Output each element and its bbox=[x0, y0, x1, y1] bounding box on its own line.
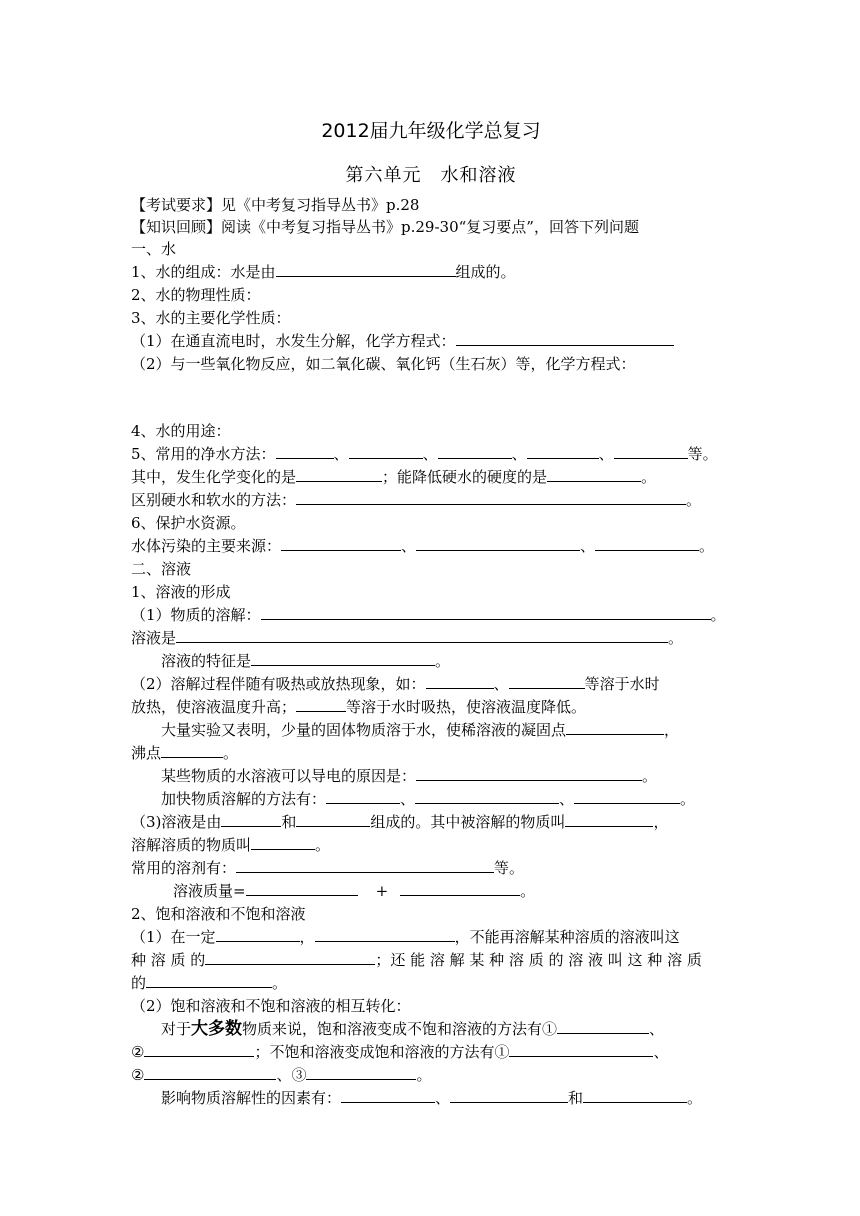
unit-title: 第六单元 水和溶液 bbox=[345, 165, 517, 186]
answer-blank[interactable] bbox=[306, 1065, 416, 1080]
answer-blank[interactable] bbox=[276, 262, 456, 277]
question-solution-mass: 溶液质量= + 。 bbox=[173, 882, 536, 900]
question-oxide-reaction: （2）与一些氧化物反应，如二氧化碳、氧化钙（生石灰）等，化学方程式： bbox=[131, 355, 636, 373]
answer-blank[interactable] bbox=[349, 444, 423, 459]
page-title: 2012届九年级化学总复习 bbox=[321, 120, 541, 142]
answer-blank[interactable] bbox=[315, 927, 455, 942]
answer-blank[interactable] bbox=[416, 536, 580, 551]
question-saturated-def: （1）在一定 ， ，不能再溶解某种溶质的溶液叫这 bbox=[131, 928, 680, 946]
section-solution-heading: 二、溶液 bbox=[131, 560, 192, 578]
answer-blank[interactable] bbox=[146, 973, 272, 988]
answer-blank[interactable] bbox=[583, 1088, 687, 1103]
question-to-saturated-cont: ② 、③ 。 bbox=[131, 1066, 432, 1084]
question-water-composition: 1、水的组成：水是由 组成的。 bbox=[131, 263, 516, 281]
answer-blank[interactable] bbox=[416, 766, 642, 781]
answer-blank[interactable] bbox=[438, 444, 512, 459]
answer-blank[interactable] bbox=[144, 1065, 276, 1080]
question-electrolysis: （1）在通直流电时，水发生分解，化学方程式： bbox=[131, 330, 674, 352]
question-unsaturated-def: 的 。 bbox=[131, 974, 288, 992]
answer-blank[interactable] bbox=[251, 651, 435, 666]
answer-blank[interactable] bbox=[547, 467, 641, 482]
answer-blank[interactable] bbox=[456, 331, 674, 346]
answer-blank[interactable] bbox=[450, 1088, 568, 1103]
question-hard-soft-water: 区别硬水和软水的方法： 。 bbox=[131, 491, 702, 509]
question-conductivity: 某些物质的水溶液可以导电的原因是： 。 bbox=[161, 767, 658, 785]
question-heat-release: （2）溶解过程伴随有吸热或放热现象，如： 、 等溶于水时 bbox=[131, 675, 660, 693]
answer-blank[interactable] bbox=[176, 628, 668, 643]
question-purification: 5、常用的净水方法： 、 、 、 、 等。 bbox=[131, 445, 718, 463]
answer-blank[interactable] bbox=[557, 1019, 649, 1034]
answer-blank[interactable] bbox=[144, 1042, 254, 1057]
question-to-unsaturated: 对于大多数物质来说，饱和溶液变成不饱和溶液的方法有① 、 bbox=[161, 1019, 665, 1039]
answer-blank[interactable] bbox=[509, 1042, 653, 1057]
answer-blank[interactable] bbox=[281, 536, 401, 551]
answer-blank[interactable] bbox=[216, 927, 300, 942]
answer-blank[interactable] bbox=[509, 674, 585, 689]
question-physical-properties: 2、水的物理性质： bbox=[131, 286, 261, 304]
question-solution-features: 溶液的特征是 。 bbox=[161, 652, 451, 670]
question-solvent-name: 溶解溶质的物质叫 。 bbox=[131, 836, 331, 854]
saturated-heading: 2、饱和溶液和不饱和溶液 bbox=[131, 905, 306, 923]
answer-blank[interactable] bbox=[161, 743, 223, 758]
answer-blank[interactable] bbox=[296, 812, 370, 827]
question-common-solvents: 常用的溶剂有： 等。 bbox=[131, 859, 525, 877]
answer-blank[interactable] bbox=[296, 697, 346, 712]
question-saturated-def-cont: 种 溶 质 的 ；还 能 溶 解 某 种 溶 质 的 溶 液 叫 这 种 溶 质 bbox=[131, 951, 702, 969]
question-solubility-factors: 影响物质溶解性的因素有： 、 和 。 bbox=[161, 1089, 703, 1107]
question-chemical-change: 其中，发生化学变化的是 ；能降低硬水的硬度的是 。 bbox=[131, 468, 657, 486]
solution-formation-heading: 1、溶液的形成 bbox=[131, 583, 231, 601]
knowledge-review: 【知识回顾】阅读《中考复习指导丛书》p.29-30“复习要点”，回答下列问题 bbox=[131, 218, 639, 236]
question-solute-solvent: （3)溶液是由 和 组成的。其中被溶解的物质叫 ， bbox=[131, 813, 669, 831]
answer-blank[interactable] bbox=[205, 950, 375, 965]
question-chemical-properties: 3、水的主要化学性质： bbox=[131, 309, 291, 327]
answer-blank[interactable] bbox=[400, 881, 520, 896]
question-to-saturated: ② ；不饱和溶液变成饱和溶液的方法有① 、 bbox=[131, 1043, 669, 1061]
answer-blank[interactable] bbox=[296, 467, 382, 482]
answer-blank[interactable] bbox=[426, 674, 494, 689]
question-water-uses: 4、水的用途： bbox=[131, 422, 231, 440]
answer-blank[interactable] bbox=[574, 789, 680, 804]
answer-blank[interactable] bbox=[614, 444, 688, 459]
answer-blank[interactable] bbox=[276, 444, 334, 459]
question-speed-dissolving: 加快物质溶解的方法有： 、 、 。 bbox=[161, 790, 696, 808]
answer-blank[interactable] bbox=[415, 789, 559, 804]
question-heat-absorb: 放热，使溶液温度升高； 等溶于水时吸热，使溶液温度降低。 bbox=[131, 698, 587, 716]
answer-blank[interactable] bbox=[527, 444, 599, 459]
answer-blank[interactable] bbox=[221, 812, 281, 827]
section-water-heading: 一、水 bbox=[131, 240, 177, 258]
answer-blank[interactable] bbox=[565, 812, 653, 827]
answer-blank[interactable] bbox=[236, 858, 494, 873]
answer-blank[interactable] bbox=[341, 1088, 435, 1103]
question-solution-definition: 溶液是 。 bbox=[131, 629, 684, 647]
answer-blank[interactable] bbox=[595, 536, 699, 551]
exam-requirement: 【考试要求】见《中考复习指导丛书》p.28 bbox=[131, 196, 420, 214]
answer-blank[interactable] bbox=[566, 720, 664, 735]
answer-blank[interactable] bbox=[246, 881, 358, 896]
answer-blank[interactable] bbox=[261, 605, 711, 620]
answer-blank[interactable] bbox=[251, 835, 315, 850]
question-protect-water: 6、保护水资源。 bbox=[131, 514, 246, 532]
answer-blank[interactable] bbox=[326, 789, 400, 804]
question-pollution: 水体污染的主要来源： 、 、 。 bbox=[131, 537, 715, 555]
conversion-heading: （2）饱和溶液和不饱和溶液的相互转化： bbox=[131, 997, 411, 1015]
question-boiling-point: 沸点 。 bbox=[131, 744, 239, 762]
question-freezing-point: 大量实验又表明，少量的固体物质溶于水，使稀溶液的凝固点 ， bbox=[161, 721, 680, 739]
question-dissolution: （1）物质的溶解： 。 bbox=[131, 606, 726, 624]
answer-blank[interactable] bbox=[296, 490, 686, 505]
